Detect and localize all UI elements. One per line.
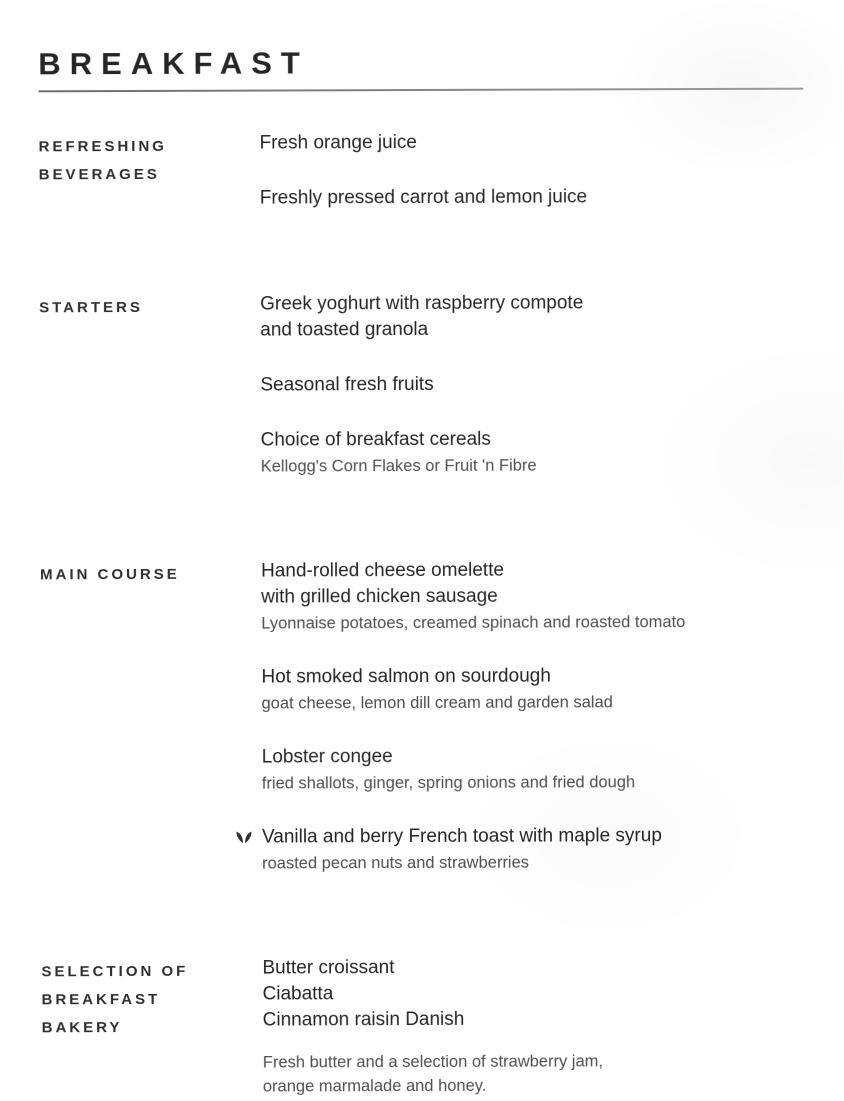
section-note: Fresh butter and a selection of strawberry jam, orange marmalade and honey. [262, 1052, 604, 1096]
menu-header [38, 45, 803, 93]
vegetarian-leaf-icon [235, 831, 253, 845]
menu-item [263, 980, 807, 1008]
menu-item [262, 743, 806, 796]
page-title: BREAKFAST [38, 45, 309, 82]
menu-item-name: Seasonal fresh fruits [260, 373, 434, 396]
section-items [261, 557, 806, 876]
section-items [260, 129, 804, 212]
menu-item-description: roasted pecan nuts and strawberries [262, 853, 530, 873]
menu-item-description: goat cheese, lemon dill cream and garden salad [261, 693, 613, 713]
menu-item [260, 371, 804, 399]
menu-section-3 [41, 954, 806, 1100]
menu-sections [39, 129, 807, 1100]
menu-item-name: Butter croissant [262, 957, 395, 979]
menu-item-description: Kellogg's Corn Flakes or Fruit 'n Fibre [260, 456, 537, 476]
menu-item [260, 129, 804, 157]
title-divider [38, 88, 803, 93]
menu-item [261, 663, 805, 716]
section-items [260, 290, 805, 479]
menu-section-1 [39, 290, 805, 480]
menu-item-name: Freshly pressed carrot and lemon juice [259, 186, 588, 209]
menu-section-2 [40, 557, 806, 877]
menu-item-name: Lobster congee [261, 746, 393, 768]
menu-item-name: Vanilla and berry French toast with maple syrup [261, 825, 662, 848]
menu-item-name: Hand-rolled cheese omelette with grilled chicken sausage [261, 559, 505, 608]
menu-item [262, 954, 806, 982]
menu-item [261, 426, 805, 479]
menu-item-name: Hot smoked salmon on sourdough [261, 665, 551, 688]
menu-item-name: Choice of breakfast cereals [260, 428, 491, 451]
menu-item-description: fried shallots, ginger, spring onions and fried dough [261, 773, 636, 793]
menu-item-name: Ciabatta [262, 983, 334, 1005]
menu-item [260, 184, 804, 212]
section-items [262, 954, 806, 1099]
menu-item-name: Cinnamon raisin Danish [262, 1008, 465, 1031]
menu-item [262, 823, 806, 876]
menu-item-name: Fresh orange juice [259, 132, 417, 154]
menu-section-0 [39, 129, 804, 213]
section-label: SELECTION OF BREAKFAST BAKERY [41, 962, 189, 1037]
section-label: MAIN COURSE [40, 565, 180, 584]
section-label: STARTERS [39, 298, 143, 317]
menu-item-description: Lyonnaise potatoes, creamed spinach and roasted tomato [261, 613, 686, 633]
menu-item [263, 1006, 807, 1034]
section-label: REFRESHING BEVERAGES [38, 137, 167, 184]
menu-item [260, 290, 804, 344]
menu-item [261, 557, 805, 636]
menu-item-name: Greek yoghurt with raspberry compote and toasted granola [260, 292, 584, 341]
